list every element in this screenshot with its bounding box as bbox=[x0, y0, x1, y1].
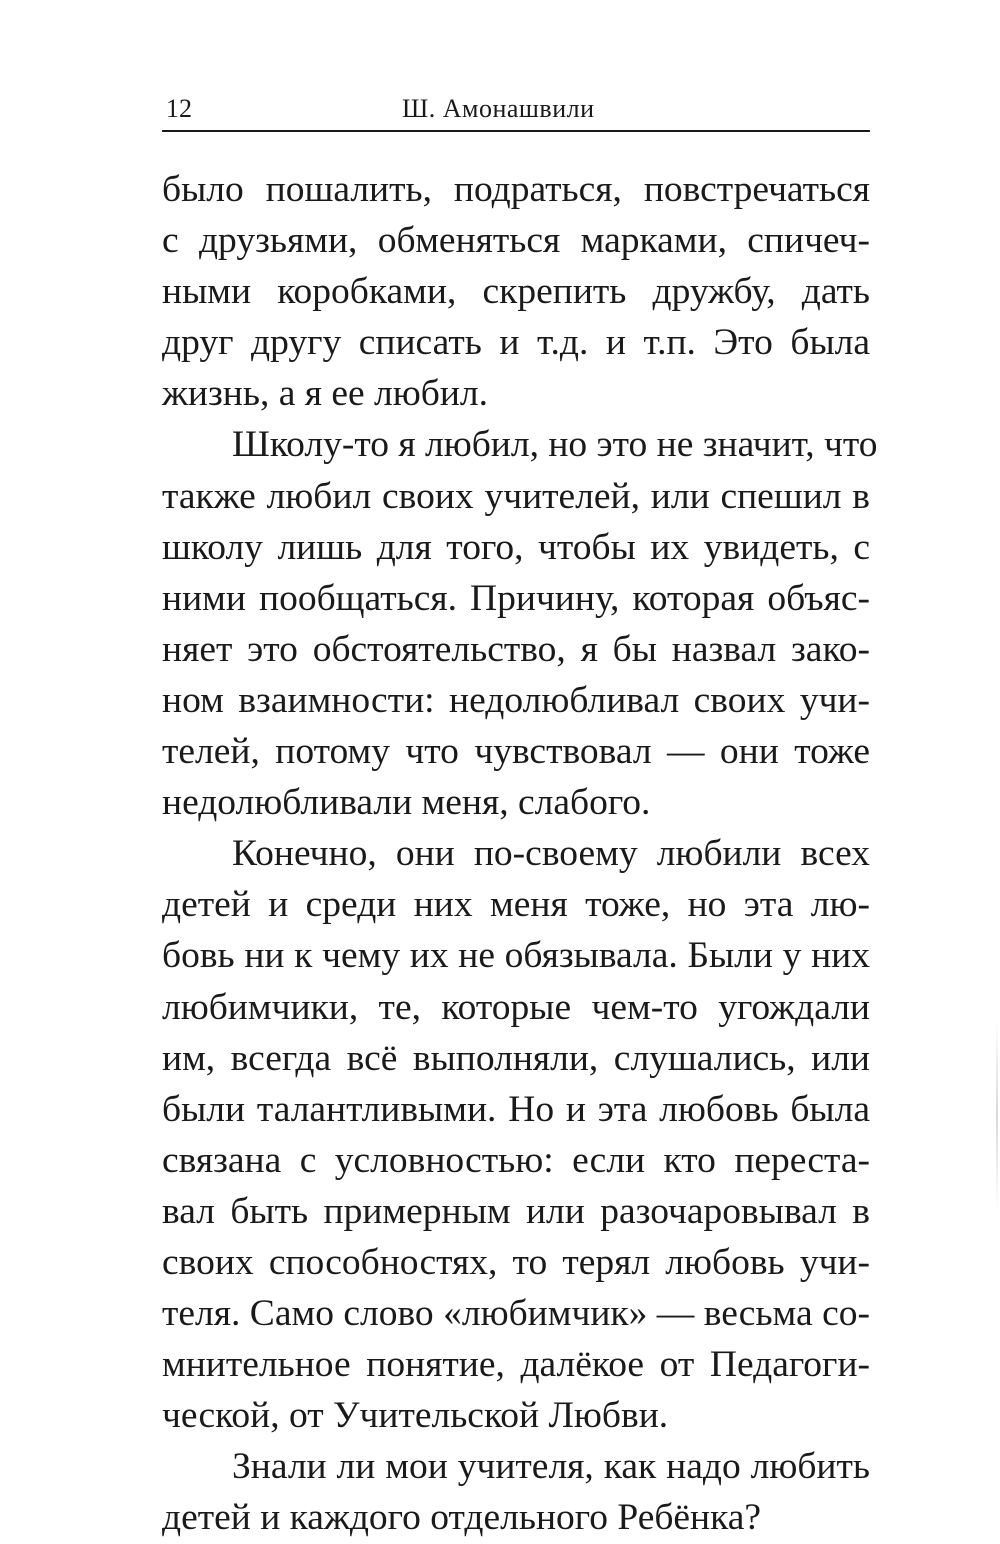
text-line: жизнь, а я ее любил. bbox=[162, 373, 488, 415]
running-header bbox=[162, 88, 870, 132]
text-line: теля. Само слово «любимчик» — весьма со- bbox=[162, 1293, 870, 1335]
text-line: ном взаимности: недолюбливал своих учи- bbox=[162, 679, 870, 721]
text-line: Конечно, они по-своему любили всех bbox=[232, 833, 870, 875]
text-line: недолюбливали меня, слабого. bbox=[162, 782, 651, 824]
text-line: Школу-то я любил, но это не значит, что bbox=[232, 424, 878, 466]
text-line: также любил своих учителей, или спешил в bbox=[162, 475, 870, 517]
text-line: любимчики, те, которые чем-то угождали bbox=[162, 986, 870, 1028]
book-page bbox=[162, 0, 878, 1539]
text-line: ними пообщаться. Причину, которая объяс- bbox=[162, 577, 870, 619]
paragraph-3 bbox=[162, 828, 870, 1441]
text-line: детей и каждого отдельного Ребёнка? bbox=[162, 1497, 762, 1539]
text-line: мнительное понятие, далёкое от Педагоги- bbox=[162, 1344, 870, 1386]
text-line: друг другу списать и т.д. и т.п. Это была bbox=[162, 322, 870, 364]
text-line: своих способностях, то терял любовь учи- bbox=[162, 1241, 870, 1283]
page-number: 12 bbox=[166, 94, 192, 123]
text-line: связана с условностью: если кто переста- bbox=[162, 1139, 870, 1181]
text-line: вал быть примерным или разочаровывал в bbox=[162, 1190, 870, 1232]
text-line: бовь ни к чему их не обязывала. Были у них bbox=[162, 935, 870, 977]
text-line: няет это обстоятельство, я бы назвал зако- bbox=[162, 628, 870, 670]
text-line: были талантливыми. Но и эта любовь была bbox=[162, 1088, 870, 1130]
text-line: было пошалить, подраться, повстречаться bbox=[162, 169, 870, 210]
scan-edge-shadow bbox=[996, 1020, 998, 1210]
text-line: школу лишь для того, чтобы их увидеть, с bbox=[162, 526, 870, 568]
text-line: детей и среди них меня тоже, но эта лю- bbox=[162, 884, 870, 926]
text-line: Знали ли мои учителя, как надо любить bbox=[232, 1446, 870, 1488]
text-line: ными коробками, скрепить дружбу, дать bbox=[162, 271, 870, 313]
text-line: ческой, от Учительской Любви. bbox=[162, 1395, 669, 1437]
paragraph-1 bbox=[162, 164, 870, 419]
paragraph-2 bbox=[162, 419, 878, 828]
text-line: с друзьями, обменяться марками, спичеч- bbox=[162, 220, 870, 262]
text-line: им, всегда всё выполняли, слушались, или bbox=[162, 1037, 870, 1079]
running-title-author: Ш. Амонашвили bbox=[402, 94, 595, 123]
text-line: телей, потому что чувствовал — они тоже bbox=[162, 731, 870, 773]
body-text bbox=[162, 164, 878, 1544]
